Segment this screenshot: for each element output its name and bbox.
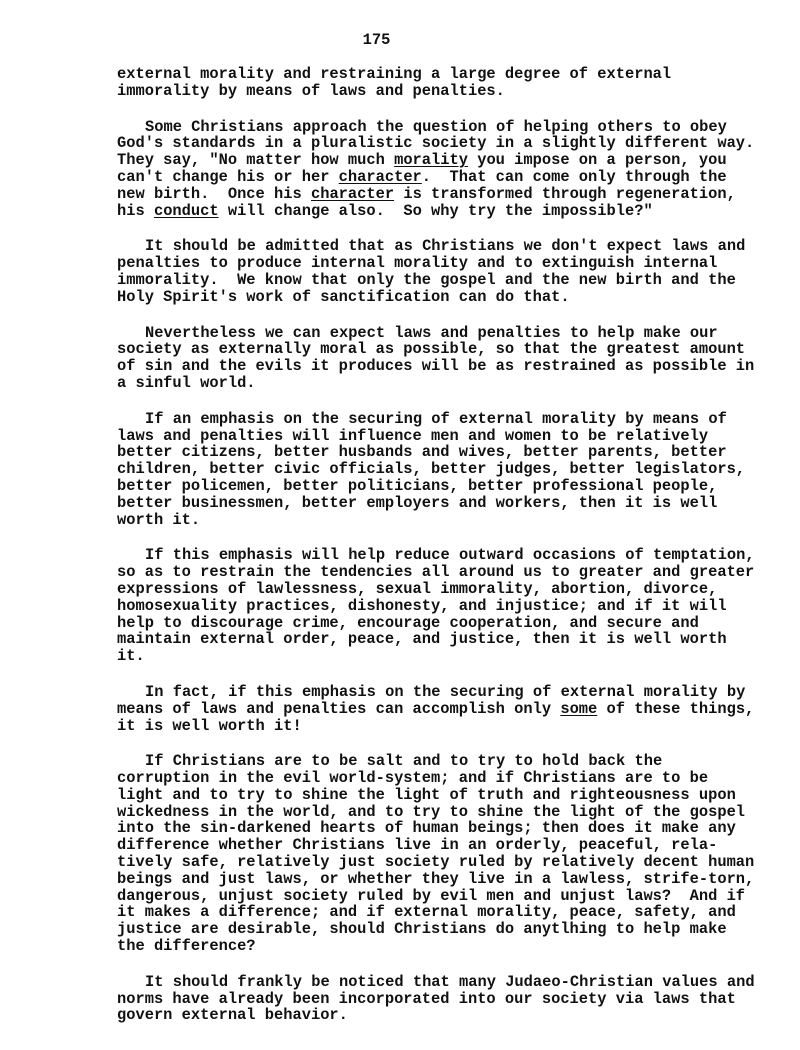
text-line: [117, 461, 757, 478]
text-line: [117, 341, 757, 358]
text-span: immorality. We know that only the gospel and the new birth and the: [117, 270, 736, 289]
text-line: [117, 289, 757, 306]
text-span: wickedness in the world, and to try to shine the light of the gospel: [117, 802, 746, 821]
text-line: [117, 358, 757, 375]
text-line: [117, 547, 757, 564]
text-span: difference whether Christians live in an orderly, peaceful, rela-: [117, 836, 718, 855]
paragraph: [117, 325, 757, 392]
text-line: [117, 684, 757, 701]
paragraph: [117, 547, 757, 665]
text-line: [117, 753, 757, 770]
text-span: . That can come only through the: [421, 167, 727, 186]
text-line: [117, 598, 757, 615]
text-span: homosexuality practices, dishonesty, and injustice; and if it will: [117, 596, 727, 615]
text-line: [117, 820, 757, 837]
text-span: the difference?: [117, 937, 256, 956]
text-line: [117, 478, 757, 495]
text-span: dangerous, unjust society ruled by evil men and unjust laws? And if: [117, 886, 746, 905]
text-span: means of laws and penalties can accomplish only: [117, 699, 561, 718]
text-span: better businessmen, better employers and workers, then it is well: [117, 493, 718, 512]
text-line: [117, 991, 757, 1008]
text-span: of sin and the evils it produces will be as restrained as possible in: [117, 357, 755, 376]
text-line: [117, 648, 757, 665]
text-line: [117, 837, 757, 854]
underlined-word: character: [310, 184, 395, 203]
text-span: God's standards in a pluralistic society in a slightly different way.: [117, 134, 755, 153]
text-span: children, better civic officials, better judges, better legislators,: [117, 460, 746, 479]
text-span: society as externally moral as possible, so that the greatest amount: [117, 340, 746, 359]
text-line: [117, 444, 757, 461]
text-span: If an emphasis on the securing of external morality by means of: [145, 409, 727, 428]
text-span: help to discourage crime, encourage cooperation, and secure and: [117, 613, 699, 632]
text-line: [117, 238, 757, 255]
text-line: [117, 186, 757, 203]
paragraph: [117, 974, 757, 1024]
text-span: of these things,: [597, 699, 755, 718]
text-line: [117, 804, 757, 821]
text-span: Some Christians approach the question of helping others to obey: [145, 117, 727, 136]
text-line: [117, 411, 757, 428]
text-line: [117, 272, 757, 289]
text-line: [117, 135, 757, 152]
text-span: If this emphasis will help reduce outward occasions of temptation,: [145, 546, 755, 565]
text-span: it is well worth it!: [117, 716, 302, 735]
text-line: [117, 718, 757, 735]
text-line: [117, 615, 757, 632]
text-span: It should frankly be noticed that many Judaeo-Christian values and: [145, 972, 755, 991]
text-line: [117, 152, 757, 169]
text-span: better citizens, better husbands and wives, better parents, better: [117, 443, 727, 462]
text-line: [117, 119, 757, 136]
underlined-word: character: [338, 167, 422, 186]
text-line: [117, 787, 757, 804]
text-line: [117, 66, 757, 83]
text-line: [117, 581, 757, 598]
text-line: [117, 375, 757, 392]
text-line: [117, 1007, 757, 1024]
text-span: maintain external order, peace, and justice, then it is well worth: [117, 630, 727, 649]
text-span: They say, "No matter how much: [117, 151, 395, 170]
text-line: [117, 495, 757, 512]
text-span: penalties to produce internal morality and to extinguish internal: [117, 254, 718, 273]
text-span: will change also. So why try the impossible?": [218, 201, 653, 220]
text-span: into the sin-darkened hearts of human beings; then does it make any: [117, 819, 736, 838]
text-span: tively safe, relatively just society ruled by relatively decent human: [117, 853, 755, 872]
text-span: norms have already been incorporated into our society via laws that: [117, 989, 736, 1008]
text-line: [117, 871, 757, 888]
paragraph: [117, 119, 757, 220]
paragraph: [117, 684, 757, 734]
text-span: If Christians are to be salt and to try to hold back the: [145, 752, 663, 771]
text-line: [117, 255, 757, 272]
text-span: govern external behavior.: [117, 1006, 348, 1025]
text-line: [117, 904, 757, 921]
text-span: his: [117, 201, 154, 220]
text-span: new birth. Once his: [117, 184, 311, 203]
text-span: Holy Spirit's work of sanctification can do that.: [117, 287, 570, 306]
text-line: [117, 631, 757, 648]
text-span: light and to try to shine the light of truth and righteousness upon: [117, 785, 736, 804]
text-span: In fact, if this emphasis on the securing of external morality by: [145, 682, 746, 701]
text-span: laws and penalties will influence men and women to be relatively: [117, 426, 709, 445]
text-span: worth it.: [117, 510, 201, 529]
text-span: Nevertheless we can expect laws and penalties to help make our: [145, 323, 718, 342]
underlined-word: some: [560, 699, 598, 718]
text-line: [117, 921, 757, 938]
text-line: [117, 974, 757, 991]
text-line: [117, 428, 757, 445]
text-span: it makes a difference; and if external morality, peace, safety, and: [117, 903, 736, 922]
text-line: [117, 325, 757, 342]
text-span: can't change his or her: [117, 167, 339, 186]
text-line: [117, 83, 757, 100]
text-line: [117, 512, 757, 529]
text-line: [117, 888, 757, 905]
text-span: it.: [117, 647, 145, 666]
text-span: justice are desirable, should Christians do anytlhing to help make: [117, 920, 727, 939]
underlined-word: morality: [394, 151, 468, 170]
text-span: better policemen, better politicians, better professional people,: [117, 476, 718, 495]
text-line: [117, 770, 757, 787]
text-line: [117, 854, 757, 871]
underlined-word: conduct: [153, 201, 219, 220]
text-span: external morality and restraining a large degree of external: [117, 65, 672, 83]
text-line: [117, 701, 757, 718]
text-span: so as to restrain the tendencies all around us to greater and greater: [117, 563, 755, 582]
text-span: It should be admitted that as Christians we don't expect laws and: [145, 237, 746, 256]
text-span: expressions of lawlessness, sexual immorality, abortion, divorce,: [117, 579, 718, 598]
text-span: a sinful world.: [117, 373, 256, 392]
paragraph: [117, 66, 757, 100]
paragraph: [117, 411, 757, 529]
body-text: [117, 66, 757, 1043]
text-span: immorality by means of laws and penalties.: [117, 81, 505, 100]
text-span: corruption in the evil world-system; and if Christians are to be: [117, 769, 709, 788]
text-line: [117, 564, 757, 581]
text-line: [117, 203, 757, 220]
text-line: [117, 169, 757, 186]
paragraph: [117, 238, 757, 305]
text-line: [117, 938, 757, 955]
paragraph: [117, 753, 757, 955]
text-span: beings and just laws, or whether they live in a lawless, strife-torn,: [117, 869, 755, 888]
text-span: is transformed through regeneration,: [394, 184, 736, 203]
page-number: 175: [362, 31, 391, 49]
text-span: you impose on a person, you: [467, 151, 727, 170]
